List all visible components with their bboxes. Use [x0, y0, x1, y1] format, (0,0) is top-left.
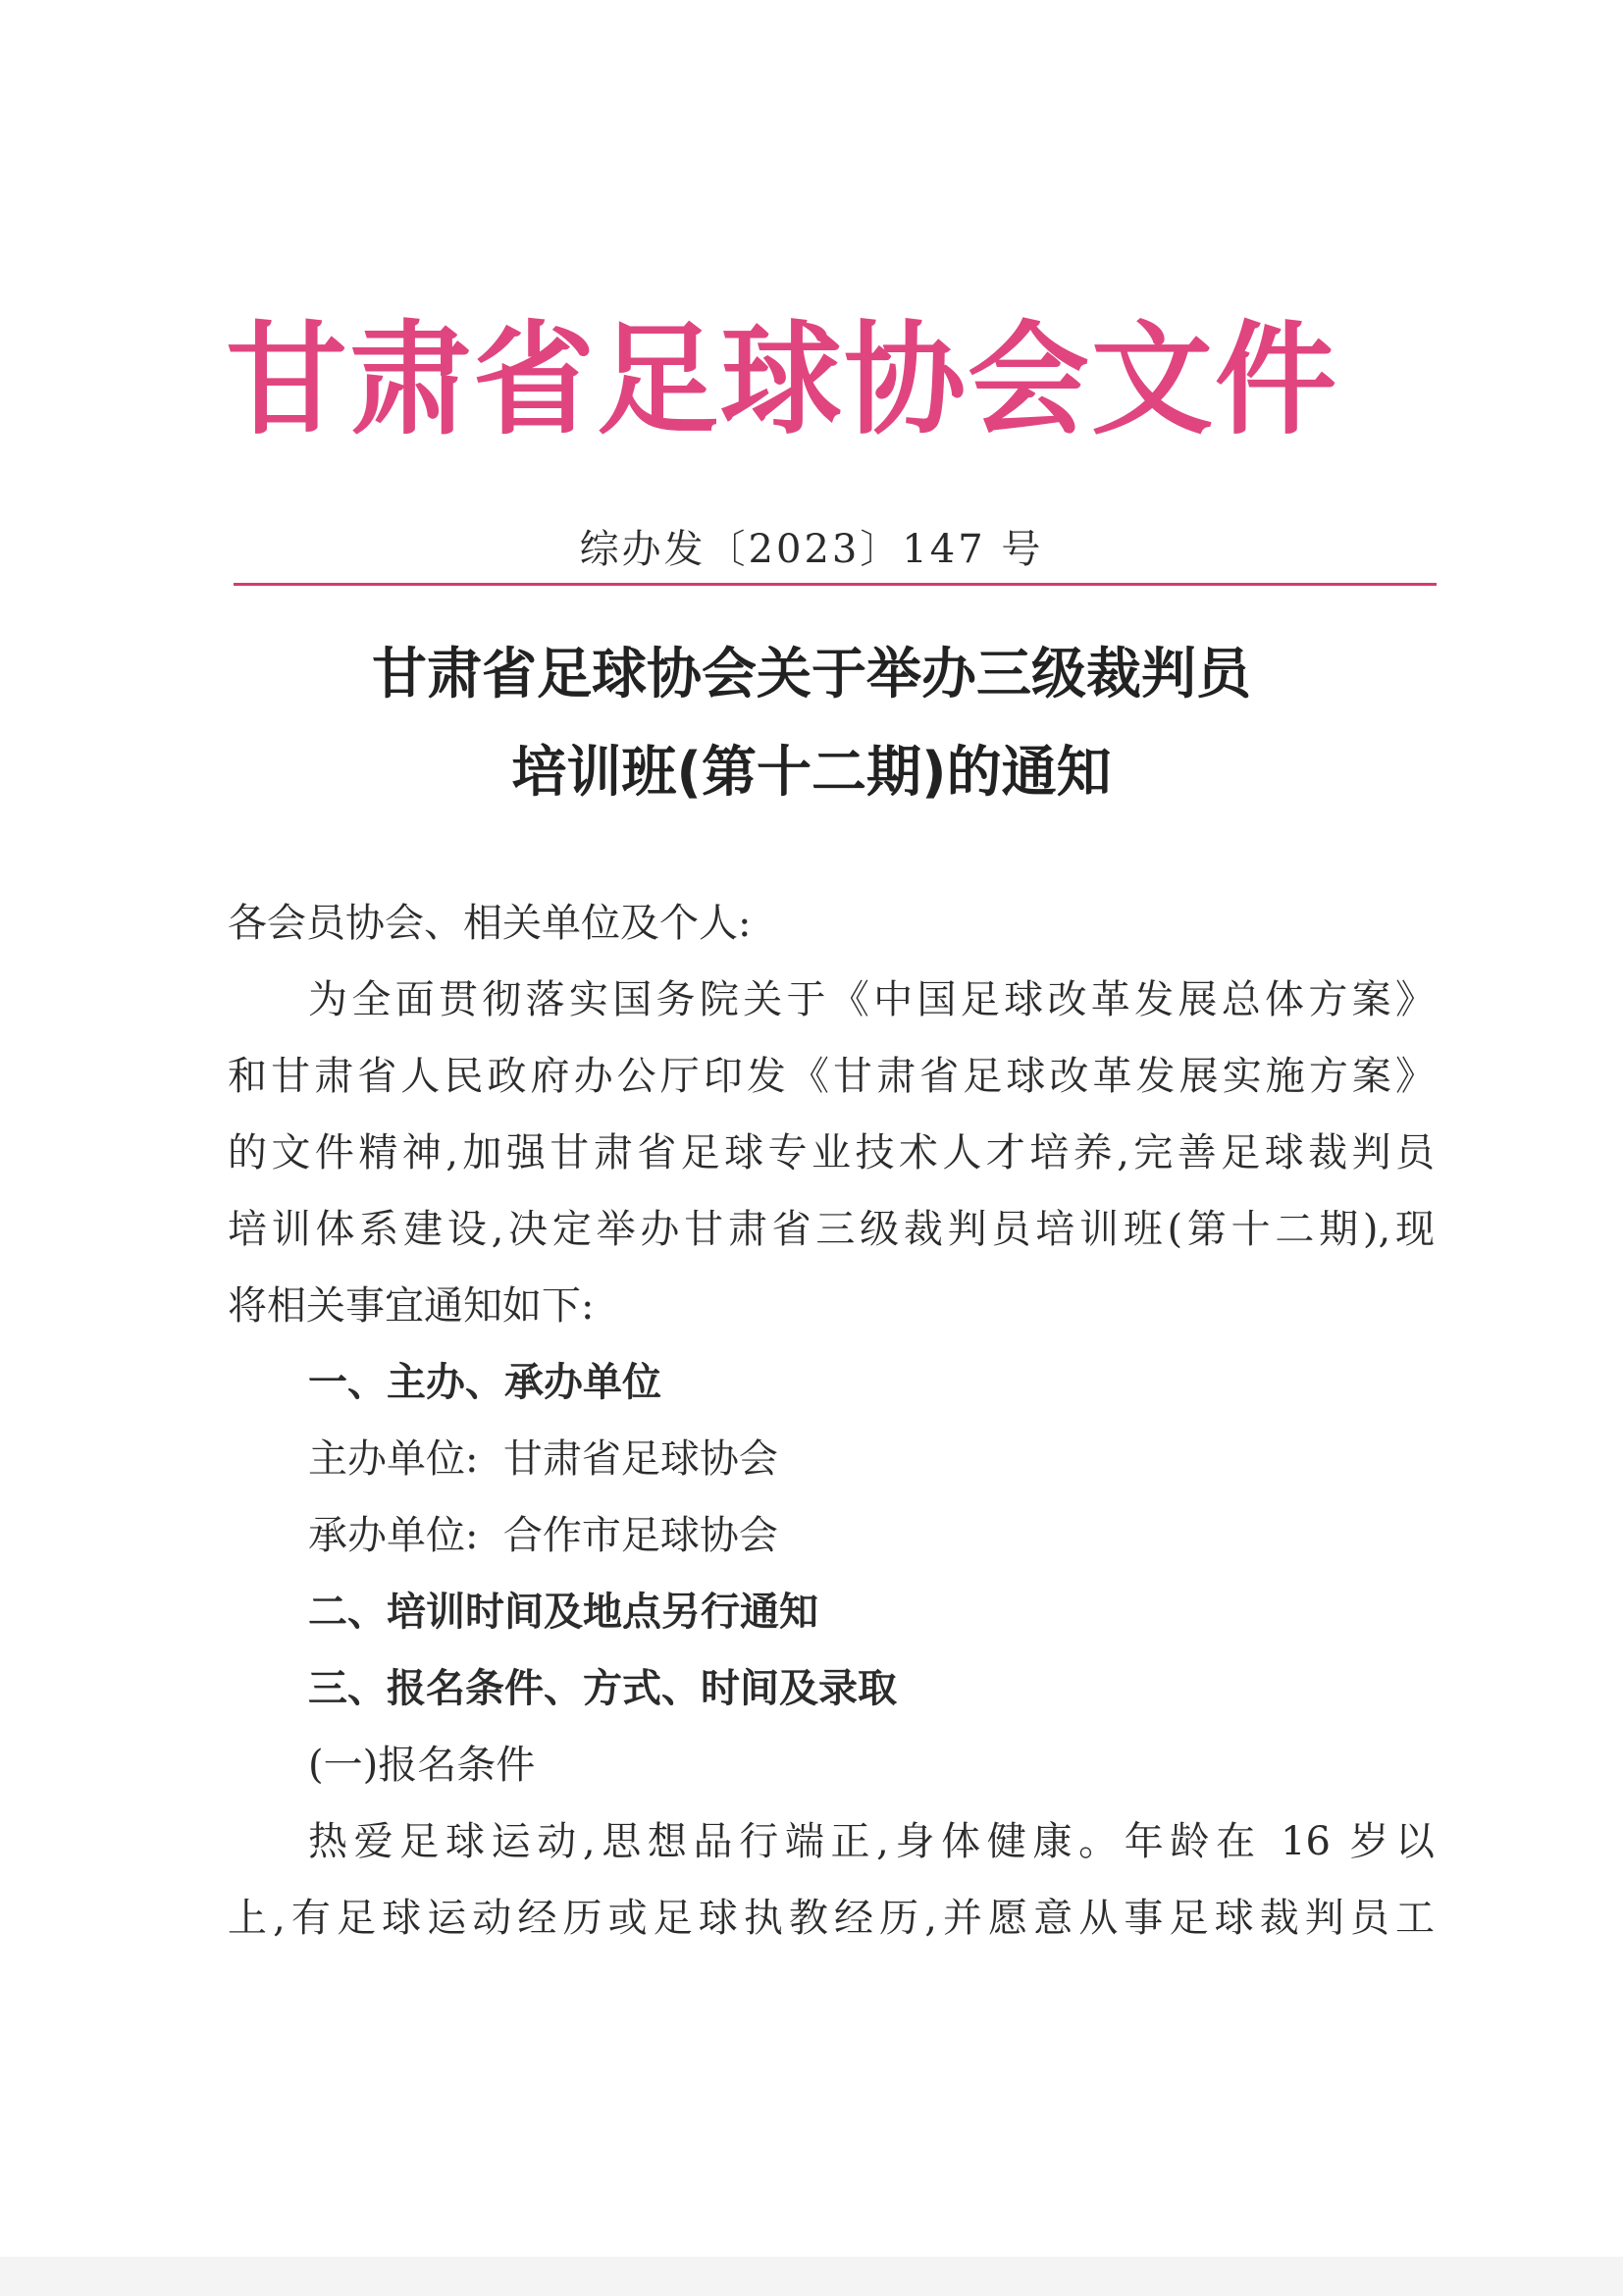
paragraph-2-line-1: 热爱足球运动,思想品行端正,身体健康。年龄在 16 岁以 — [308, 1819, 1435, 1864]
organizer-line: 主办单位: 甘肃省足球协会 — [308, 1436, 778, 1482]
notice-title-line-2: 培训班(第十二期)的通知 — [511, 741, 1112, 805]
section-2-heading: 二、培训时间及地点另行通知 — [308, 1590, 818, 1635]
paragraph-1-line-1: 为全面贯彻落实国务院关于《中国足球改革发展总体方案》 — [308, 977, 1435, 1022]
notice-title-line-1: 甘肃省足球协会关于举办三级裁判员 — [372, 643, 1251, 706]
paragraph-1-line-5: 将相关事宜通知如下: — [228, 1283, 595, 1329]
salutation: 各会员协会、相关单位及个人: — [228, 901, 752, 946]
subsection-1-heading: (一)报名条件 — [308, 1743, 536, 1788]
section-3-heading: 三、报名条件、方式、时间及录取 — [308, 1666, 897, 1711]
red-separator-rule — [234, 583, 1437, 586]
paragraph-1-line-3: 的文件精神,加强甘肃省足球专业技术人才培养,完善足球裁判员 — [228, 1130, 1435, 1175]
masthead-title: 甘肃省足球协会文件 — [226, 310, 1339, 451]
section-1-heading: 一、主办、承办单位 — [308, 1360, 661, 1405]
scan-bottom-band — [0, 2257, 1623, 2296]
document-number: 综办发〔2023〕147 号 — [579, 527, 1044, 572]
co-organizer-line: 承办单位: 合作市足球协会 — [308, 1513, 778, 1558]
paragraph-2-line-2: 上,有足球运动经历或足球执教经历,并愿意从事足球裁判员工 — [228, 1896, 1435, 1941]
paragraph-1-line-4: 培训体系建设,决定举办甘肃省三级裁判员培训班(第十二期),现 — [228, 1207, 1435, 1252]
paragraph-1-line-2: 和甘肃省人民政府办公厅印发《甘肃省足球改革发展实施方案》 — [228, 1054, 1435, 1099]
